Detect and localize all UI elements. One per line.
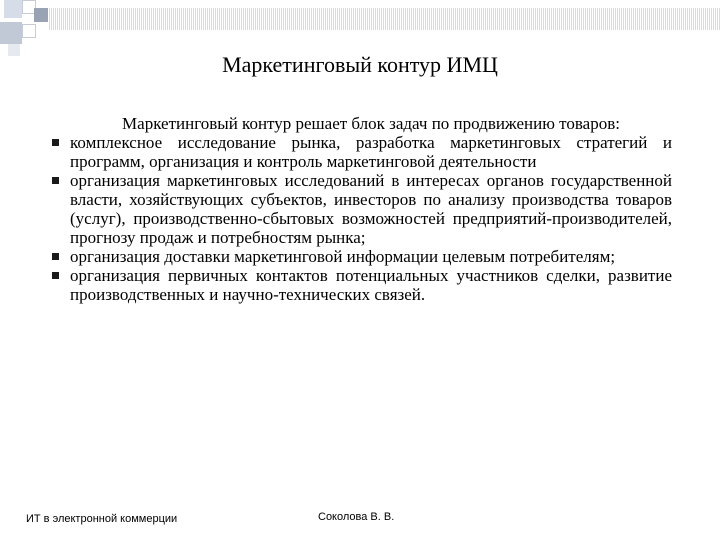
bullet-list — [50, 133, 672, 304]
square-bullet-icon — [52, 272, 59, 279]
list-item — [50, 266, 672, 304]
list-item — [50, 247, 672, 266]
decor-square — [22, 24, 36, 38]
list-item-text: организация первичных контактов потенциальных участников сделки, развитие производственных и научно-технических связей. — [70, 266, 672, 304]
list-item-text: комплексное исследование рынка, разработка маркетинговых стратегий и программ, организация и контроль маркетинговой деятельности — [70, 133, 672, 171]
footer-course-name: ИТ в электронной коммерции — [26, 513, 178, 525]
list-item — [50, 133, 672, 171]
list-item — [50, 171, 672, 247]
list-item-text: организация маркетинговых исследований в интересах органов государственной власти, хозяйствующих субъектов, инвесторов по анализу производства товаров (услуг), производственно-сбытовых возможностей предприятий-производителей, прогнозу продаж и потребностям рынка; — [70, 171, 672, 247]
footer-author: Соколова В. В. — [318, 511, 395, 523]
square-bullet-icon — [52, 177, 59, 184]
decor-square — [0, 22, 22, 44]
slide-title: Маркетинговый контур ИМЦ — [222, 52, 498, 77]
slide-body — [50, 114, 672, 304]
square-bullet-icon — [52, 139, 59, 146]
list-item-text: организация доставки маркетинговой информации целевым потребителям; — [70, 247, 616, 266]
square-bullet-icon — [52, 253, 59, 260]
decor-square — [4, 0, 22, 18]
header-bar — [48, 8, 720, 30]
decor-square — [34, 8, 48, 22]
intro-text: Маркетинговый контур решает блок задач по продвижению товаров: — [122, 114, 620, 133]
